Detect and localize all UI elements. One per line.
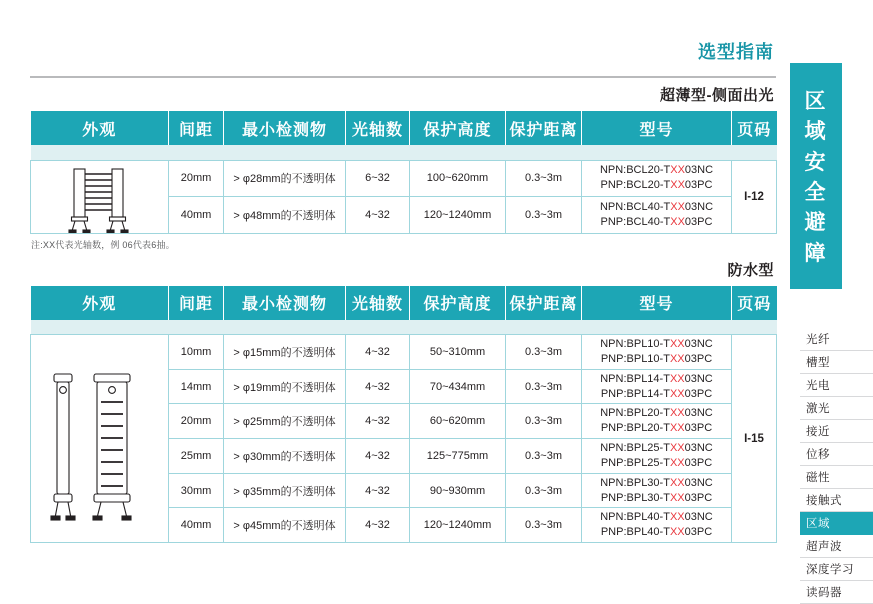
model-pnp-prefix: PNP:BPL14-T [600,387,670,400]
pitch-cell: 20mm [169,404,224,439]
model-npn-prefix: NPN:BCL20-T [599,164,671,177]
protect-height-cell: 120~1240mm [410,508,506,543]
index-item-slot-type[interactable]: 槽型 [800,351,873,374]
side-tab-char: 避 [804,211,828,235]
model-npn-xx: XX [669,442,685,455]
index-item-magnetic[interactable]: 磁性 [800,466,873,489]
min-object-cell: > φ15mm的不透明体 [224,335,346,370]
beams-cell: 4~32 [346,439,410,474]
model-pnp-suffix: 03PC [684,215,713,228]
model-npn-prefix: NPN:BPL25-T [600,442,670,455]
pitch-cell: 25mm [169,439,224,474]
model-npn-xx: XX [669,476,685,489]
protect-height-cell: 90~930mm [410,473,506,508]
model-npn-xx: XX [669,372,685,385]
model-pnp-suffix: 03PC [684,456,713,469]
section-heading-waterproof: 防水型 [727,261,774,279]
protect-distance-cell: 0.3~3m [506,404,582,439]
model-cell [582,439,732,474]
index-item-code-reader[interactable]: 读码器 [800,581,873,604]
model-pnp-suffix: 03PC [684,526,713,539]
page-cell: I-12 [732,160,777,233]
col-beams: 光轴数 [346,286,410,320]
protect-distance-cell: 0.3~3m [506,369,582,404]
model-pnp-xx: XX [669,526,685,539]
model-npn-xx: XX [669,511,685,524]
model-npn-suffix: 03NC [684,338,713,350]
model-npn-suffix: 03NC [684,442,713,455]
model-cell [582,404,732,439]
protect-distance-cell: 0.3~3m [506,473,582,508]
col-appearance: 外观 [31,286,169,320]
model-npn-prefix: NPN:BPL10-T [600,338,670,350]
index-item-ultrasonic[interactable]: 超声波 [800,535,873,558]
table-row [31,160,777,197]
table-header-row [31,111,777,145]
beams-cell: 4~32 [346,369,410,404]
page-title: 选型指南 [698,42,774,62]
model-npn-prefix: NPN:BPL40-T [600,511,670,524]
col-protect-height: 保护高度 [410,286,506,320]
beams-cell: 4~32 [346,404,410,439]
model-npn-prefix: NPN:BPL30-T [600,476,670,489]
page-cell: I-15 [732,335,777,543]
protect-distance-cell: 0.3~3m [506,335,582,370]
spec-table-waterproof [30,286,777,544]
model-cell [582,473,732,508]
side-tab-char: 全 [804,181,828,204]
model-npn-xx: XX [669,407,685,420]
model-pnp-suffix: 03PC [684,179,713,192]
index-item-area[interactable]: 区域 [800,512,873,535]
model-pnp-prefix: PNP:BCL20-T [600,179,671,192]
page-content [30,0,776,543]
min-object-cell: > φ48mm的不透明体 [224,197,346,234]
light-curtain-thin-icon [31,161,168,233]
model-cell [582,508,732,543]
appearance-cell [31,160,169,233]
protect-height-cell: 125~775mm [410,439,506,474]
model-pnp-prefix: PNP:BPL10-T [600,352,670,365]
min-object-cell: > φ30mm的不透明体 [224,439,346,474]
table-spacer-row [31,320,777,335]
model-pnp-xx: XX [670,215,685,228]
col-beams: 光轴数 [346,111,410,145]
model-pnp-xx: XX [669,387,685,400]
model-pnp-prefix: PNP:BPL20-T [600,422,670,435]
model-npn-suffix: 03NC [684,200,714,213]
model-pnp-xx: XX [669,352,685,365]
beams-cell: 4~32 [346,197,410,234]
model-npn-xx: XX [670,200,685,213]
col-protect-distance: 保护距离 [506,286,582,320]
model-pnp-suffix: 03PC [684,491,713,504]
min-object-cell: > φ25mm的不透明体 [224,404,346,439]
protect-height-cell: 70~434mm [410,369,506,404]
section-heading-thin: 超薄型-侧面出光 [660,87,774,104]
side-tab-char: 区 [804,89,828,113]
protect-height-cell: 60~620mm [410,404,506,439]
beams-cell: 4~32 [346,335,410,370]
beams-cell: 4~32 [346,473,410,508]
model-pnp-prefix: PNP:BPL25-T [600,456,670,469]
model-pnp-xx: XX [669,491,685,504]
min-object-cell: > φ35mm的不透明体 [224,473,346,508]
model-pnp-xx: XX [669,422,685,435]
model-cell [582,197,732,234]
protect-distance-cell: 0.3~3m [506,508,582,543]
index-item-deep-learning[interactable]: 深度学习 [800,558,873,581]
col-pitch: 间距 [169,111,224,145]
protect-height-cell: 120~1240mm [410,197,506,234]
category-index-list [800,328,873,604]
model-npn-suffix: 03NC [684,164,714,177]
spacer-cell [31,145,777,160]
model-npn-suffix: 03NC [684,476,713,489]
model-npn-xx: XX [669,338,685,350]
model-cell [582,369,732,404]
col-model: 型号 [582,111,732,145]
min-object-cell: > φ19mm的不透明体 [224,369,346,404]
model-cell [582,335,732,370]
col-model: 型号 [582,286,732,320]
pitch-cell: 40mm [169,197,224,234]
col-pitch: 间距 [169,286,224,320]
table-note: 注:XX代表光轴数，例 06代表6抽。 [31,239,175,250]
protect-distance-cell: 0.3~3m [506,197,582,234]
side-tab-char: 障 [804,241,828,265]
table-header-row [31,286,777,320]
index-item-photoelectric[interactable]: 光电 [800,374,873,397]
model-cell [582,160,732,197]
side-tab-char: 域 [804,120,828,144]
model-pnp-suffix: 03PC [684,387,713,400]
model-npn-prefix: NPN:BPL14-T [600,372,670,385]
protect-distance-cell: 0.3~3m [506,439,582,474]
beams-cell: 4~32 [346,508,410,543]
side-tab-char: 安 [804,150,828,174]
protect-distance-cell: 0.3~3m [506,160,582,197]
index-item-proximity[interactable]: 接近 [800,420,873,443]
light-curtain-waterproof-icon [31,346,168,531]
category-tab-area-safety [790,63,842,289]
col-page: 页码 [732,286,777,320]
model-npn-prefix: NPN:BPL20-T [600,407,670,420]
index-item-contact[interactable]: 接触式 [800,489,873,512]
model-pnp-suffix: 03PC [684,422,713,435]
beams-cell: 6~32 [346,160,410,197]
pitch-cell: 14mm [169,369,224,404]
model-npn-suffix: 03NC [684,511,713,524]
index-item-fiber[interactable]: 光纤 [800,328,873,351]
col-protect-height: 保护高度 [410,111,506,145]
appearance-cell [31,335,169,543]
model-pnp-prefix: PNP:BCL40-T [600,215,671,228]
table-spacer-row [31,145,777,160]
model-npn-prefix: NPN:BCL40-T [599,200,671,213]
model-npn-xx: XX [670,164,685,177]
model-pnp-suffix: 03PC [684,352,713,365]
pitch-cell: 20mm [169,160,224,197]
protect-height-cell: 100~620mm [410,160,506,197]
model-npn-suffix: 03NC [684,372,713,385]
table-row [31,335,777,370]
min-object-cell: > φ45mm的不透明体 [224,508,346,543]
pitch-cell: 40mm [169,508,224,543]
model-npn-suffix: 03NC [684,407,713,420]
spec-table-thin [30,111,777,234]
col-appearance: 外观 [31,111,169,145]
model-pnp-prefix: PNP:BPL40-T [600,526,670,539]
index-item-displacement[interactable]: 位移 [800,443,873,466]
col-min-object: 最小检测物 [224,111,346,145]
model-pnp-xx: XX [670,179,685,192]
protect-height-cell: 50~310mm [410,335,506,370]
index-item-laser[interactable]: 激光 [800,397,873,420]
model-pnp-xx: XX [669,456,685,469]
col-protect-distance: 保护距离 [506,111,582,145]
col-min-object: 最小检测物 [224,286,346,320]
col-page: 页码 [732,111,777,145]
min-object-cell: > φ28mm的不透明体 [224,160,346,197]
spacer-cell [31,320,777,335]
pitch-cell: 10mm [169,335,224,370]
pitch-cell: 30mm [169,473,224,508]
model-pnp-prefix: PNP:BPL30-T [600,491,670,504]
